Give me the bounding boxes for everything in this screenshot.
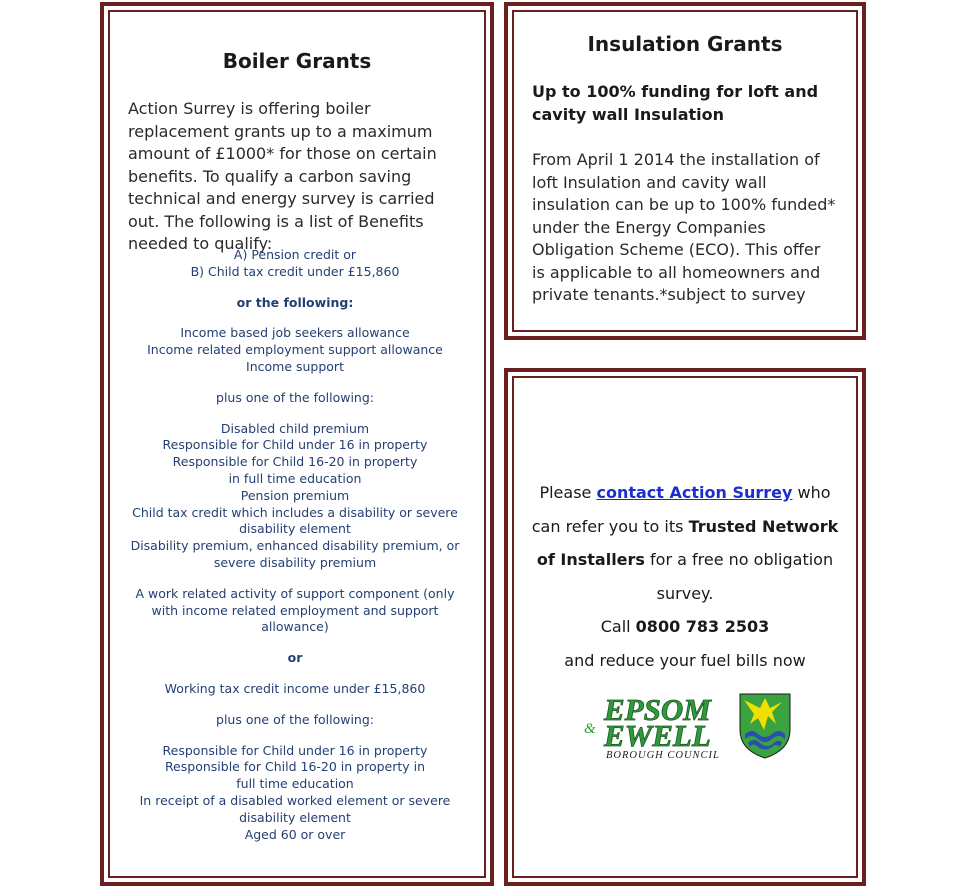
benefits-line: Income support: [246, 358, 344, 374]
benefits-line: in full time education: [228, 470, 362, 486]
benefits-line: Aged 60 or over: [244, 826, 346, 842]
benefits-line: B) Child tax credit under £15,860: [190, 263, 400, 279]
benefits-line: plus one of the following:: [216, 711, 374, 727]
boiler-grants-title: Boiler Grants: [222, 49, 372, 73]
benefits-line: Income related employment support allowance: [147, 342, 443, 358]
benefits-line: Responsible for Child under 16 in property: [162, 742, 428, 758]
benefits-line: Pension premium: [240, 487, 350, 503]
benefits-line: A) Pension credit or: [233, 247, 357, 262]
logo-line3: BOROUGH COUNCIL: [606, 750, 720, 760]
epsom-ewell-logo: [582, 690, 792, 760]
trusted-network: Trusted Network of Installers: [536, 516, 839, 569]
benefits-line: or: [287, 650, 303, 666]
benefits-group: [128, 681, 462, 698]
benefits-group: [128, 586, 462, 636]
benefits-line: with income related employment and support: [151, 602, 439, 618]
insulation-grants-subtitle: Up to 100% funding for loft and cavity wall Insulation: [532, 82, 819, 124]
closing-line: and reduce your fuel bills now: [564, 650, 806, 670]
benefits-group: [128, 247, 462, 281]
benefits-group: [128, 421, 462, 572]
benefits-group: [128, 295, 462, 312]
benefits-group: [128, 390, 462, 407]
benefits-line: In receipt of a disabled worked element or severe: [139, 792, 451, 808]
benefits-line: or the following:: [236, 294, 354, 310]
benefits-line: severe disability premium: [213, 554, 377, 570]
benefits-list: [128, 247, 462, 857]
contact-refer: who can refer you to its: [531, 483, 831, 536]
contact-action-surrey-link[interactable]: contact Action Surrey: [596, 483, 793, 502]
benefits-group: [128, 712, 462, 729]
benefits-group: [128, 743, 462, 844]
logo-line1: EPSOM: [604, 692, 711, 727]
benefits-line: full time education: [236, 776, 354, 792]
insulation-grants-title: Insulation Grants: [587, 32, 783, 56]
contact-text: [528, 476, 842, 677]
logo-line2: EWELL: [604, 718, 711, 753]
benefits-line: disability element: [239, 809, 351, 825]
boiler-grants-panel: [100, 2, 494, 886]
benefits-line: Responsible for Child under 16 in property: [162, 437, 428, 453]
benefits-line: Responsible for Child 16-20 in property in: [164, 759, 426, 775]
benefits-group: [128, 650, 462, 667]
benefits-line: plus one of the following:: [216, 389, 374, 405]
insulation-grants-panel: [504, 2, 866, 340]
benefits-line: Disability premium, enhanced disability premium, or: [130, 538, 460, 554]
contact-survey: for a free no obligation survey.: [644, 550, 834, 603]
benefits-group: [128, 325, 462, 375]
benefits-line: disability element: [239, 521, 351, 537]
logo-ampersand: &: [584, 721, 596, 737]
council-shield-icon: [740, 694, 790, 758]
benefits-line: allowance): [261, 619, 329, 635]
contact-please: Please: [539, 483, 597, 502]
call-label: Call: [600, 617, 636, 636]
contact-panel: [504, 368, 866, 886]
benefits-line: Responsible for Child 16-20 in property: [172, 454, 418, 470]
insulation-grants-body: From April 1 2014 the installation of loft Insulation and cavity wall insulation can be up to 100% funded* under the Energy Companies Obligation Scheme (ECO). This offer is applicable to all homeowners and private tenants.*subject to survey: [532, 150, 836, 304]
benefits-line: Income based job seekers allowance: [180, 325, 410, 341]
benefits-line: Child tax credit which includes a disability or severe: [132, 504, 458, 520]
benefits-line: Working tax credit income under £15,860: [164, 680, 426, 696]
phone-number: 0800 783 2503: [635, 617, 770, 636]
boiler-grants-intro: Action Surrey is offering boiler replacement grants up to a maximum amount of £1000* for those on certain benefits. To qualify a carbon saving technical and energy survey is carried out. The following is a list of Benefits needed to qualify:: [128, 99, 437, 253]
benefits-line: Disabled child premium: [220, 420, 370, 436]
benefits-line: A work related activity of support component (only: [135, 585, 455, 601]
